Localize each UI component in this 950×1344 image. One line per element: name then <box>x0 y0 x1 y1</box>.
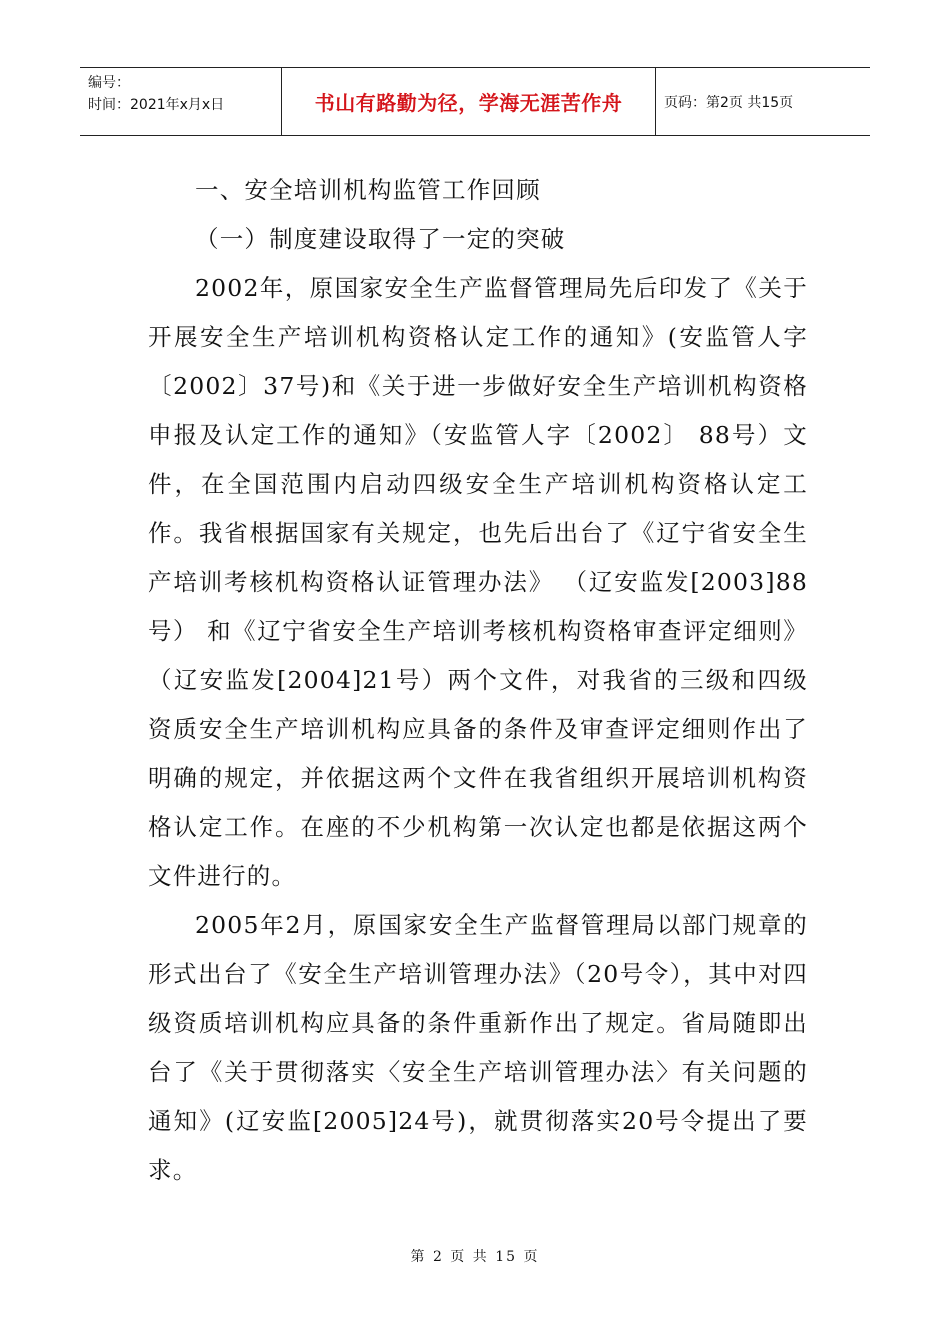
header-page-info: 页码：第2页 共15页 <box>664 94 794 111</box>
time-label: 时间：2021年x月x日 <box>88 97 225 113</box>
header-meta <box>80 68 282 135</box>
body-paragraph: 2005年2月，原国家安全生产监督管理局以部门规章的形式出台了《安全生产培训管理办法》（20号令），其中对四级资质培训机构应具备的条件重新作出了规定。省局随即出台了《关于贯彻落实〈安全生产培训管理办法〉有关问题的通知》(辽安监[2005]24号)，就贯彻落实20号令提出了要求。 <box>148 911 808 1184</box>
subsection-heading: （一）制度建设取得了一定的突破 <box>195 225 566 253</box>
section-heading: 一、安全培训机构监管工作回顾 <box>195 176 541 204</box>
body-paragraph: 2002年，原国家安全生产监督管理局先后印发了《关于开展安全生产培训机构资格认定工作的通知》(安监管人字〔2002〕37号)和《关于进一步做好安全生产培训机构资格申报及认定工作的通知》（安监管人字〔2002〕 88号）文件，在全国范围内启动四级安全生产培训机构资格认定工作。我省根据国家有关规定，也先后出台了《辽宁省安全生产培训考核机构资格认证管理办法》 （辽安监发[2003]88号） 和《辽宁省安全生产培训考核机构资格审查评定细则》（辽安监发[2004]21号）两个文件，对我省的三级和四级资质安全生产培训机构应具备的条件及审查评定细则作出了明确的规定，并依据这两个文件在我省组织开展培训机构资格认定工作。在座的不少机构第一次认定也都是依据这两个文件进行的。 <box>148 274 808 890</box>
number-label: 编号： <box>88 75 130 91</box>
header-motto: 书山有路勤为径，学海无涯苦作舟 <box>282 68 656 135</box>
document-header <box>80 67 870 136</box>
document-body <box>148 166 808 1195</box>
page-footer: 第 2 页 共 15 页 <box>410 1249 540 1265</box>
